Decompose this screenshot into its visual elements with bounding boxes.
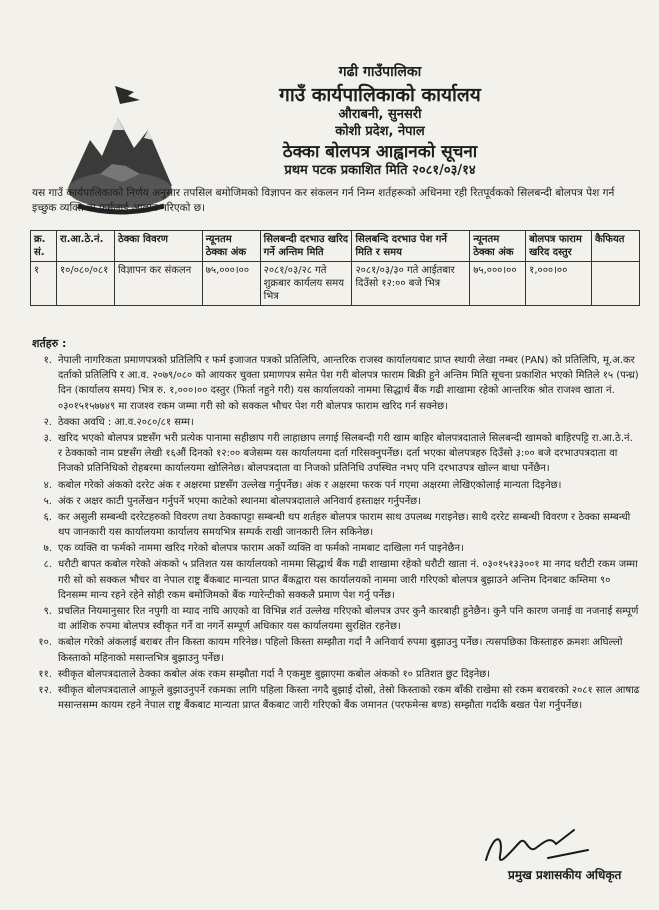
table-header-row: [31, 231, 640, 262]
term-text: कर असुली सम्बन्धी दररेटहरुको विवरण तथा ठेक्कापट्टा सम्बन्धी थप शर्तहरु बोलपत्र फाराम साथ उपलब्ध गराइनेछ। साथै दररेट सम्बन्धी विवरण र ठेक्का सम्बन्धी थप जानकारी यस कार्यालयमा कार्यालय समयभित्र सम्पर्क राखी जानकारी लिन सकिनेछ।: [58, 511, 631, 539]
term-number: ३.: [43, 432, 52, 444]
term-text: नेपाली नागरिकता प्रमाणपत्रको प्रतिलिपि र फर्म इजाजत पत्रको प्रतिलिपि, आन्तरिक राजस्व कार्यालयबाट प्राप्त स्थायी लेखा नम्बर (PAN) को प्रतिलिपि, मू.अ.कर दर्ताको प्रतिलिपि र आ.व. २०७९/०८० को आयकर चुक्ता प्रमाणपत्र समेत पेश गरी बोलपत्र फाराम बिक्री हुने अन्तिम मिति सूचना प्रकाशित भएको मितिले १५ (पन्ध्र) दिन (कार्यालय समय) भित्र रु. १,०००।०० दस्तुर (फिर्ता नहुने गरी) यस कार्यालयको नाममा सिद्धार्थ बैंक गढी शाखामा रहेको आन्तरिक श्रोत राजश्व खाता नं. ०३०१५१५७७४९ मा राजश्व रकम जम्मा गरी सो को सक्कल भौचर पेश गरी बोलपत्र फाराम खरिद गर्न सक्नेछ।: [58, 355, 639, 412]
cell-min-amount-2: ७५,०००।००: [470, 262, 526, 306]
col-header-min-amount: न्यूनतम ठेक्का अंक: [202, 231, 260, 262]
term-number: १.: [43, 355, 52, 366]
term-item: [28, 667, 640, 682]
term-number: ७.: [43, 543, 52, 555]
term-number: ११.: [38, 668, 52, 680]
cell-remarks: [591, 262, 639, 306]
term-text: कबोल गरेको अंकलाई बराबर तीन किस्ता कायम गरिनेछ। पहिलो किस्ता सम्झौता गर्दा नै अनिवार्य रुपमा बुझाउनु पर्नेछ। त्यसपछिका किस्ताहरु क्रमशः अघिल्लो किस्ताको महिनाको मसान्तभित्र बुझाउनु पर्नेछ।: [58, 637, 623, 664]
address-line-2: कोशी प्रदेश, नेपाल: [335, 123, 425, 139]
term-text: प्रचलित नियमानुसार रित नपुगी वा म्याद नाघि आएको वा विभिन्न शर्त उल्लेख गरिएको बोलपत्र उपर कुनै कारबाही हुनेछैन। कुनै पनि कारण जनाई वा नजनाई सम्पूर्ण वा आंशिक रुपमा बोलपत्र स्वीकृत गर्ने वा नगर्ने सम्पूर्ण अधिकार यस कार्यालयमा सुरक्षित रहनेछ।: [58, 606, 639, 633]
term-item: [28, 431, 640, 477]
cell-purchase-deadline: २०८१/०३/२८ गते शुक्रबार कार्यलय समय भित्र: [260, 262, 352, 306]
signatory-title: प्रमुख प्रशासकीय अधिकृत: [508, 868, 622, 882]
cell-form-fee: १,०००।००: [526, 262, 592, 306]
tender-table: [30, 230, 640, 306]
term-text: अंक र अक्षर काटी पुनर्लेखन गर्नुपर्ने भएमा काटेको स्थानमा बोलपत्रदाताले अनिवार्य हस्ताक्षर गर्नुपर्नेछ।: [58, 495, 421, 507]
term-number: ५.: [43, 495, 52, 507]
office-name: गाउँ कार्यपालिकाको कार्यालय: [279, 83, 481, 106]
col-header-purchase-deadline: सिलबन्दी दरभाउ खरिद गर्ने अन्तिम मिति: [260, 231, 352, 262]
col-header-min-amount-2: न्यूनतम ठेक्का अंक: [470, 231, 526, 262]
term-text: एक व्यक्ति वा फर्मको नाममा खरिद गरेको बोलपत्र फाराम अर्को व्यक्ति वा फर्मको नामबाट दाखिला गर्न पाइनेछैन।: [58, 543, 464, 555]
cell-sn: १: [31, 262, 57, 306]
col-header-tender-no: रा.आ.ठे.नं.: [56, 231, 114, 262]
term-number: ८.: [43, 559, 52, 571]
term-item: [28, 510, 640, 540]
term-item: [28, 604, 640, 634]
col-header-submission-deadline: सिलबन्दि दरभाउ पेश गर्ने मिति र समय: [352, 231, 470, 262]
term-text: ठेक्का अवधि : आ.व.२०८०/८१ सम्म।: [58, 416, 194, 428]
terms-heading: शर्तहरु :: [32, 337, 67, 350]
notice-title: ठेक्का बोलपत्र आह्वानको सूचना: [282, 141, 478, 162]
col-header-description: ठेक्का विवरण: [114, 231, 202, 262]
terms-list: [28, 353, 640, 714]
local-body-name: गढी गाउँपालिका: [338, 64, 422, 80]
term-number: ६.: [43, 511, 52, 523]
term-item: [28, 635, 640, 665]
intro-paragraph: यस गाउँ कार्यपालिकाको निर्णय अनुसार तपसिल बमोजिमको विज्ञापन कर संकलन गर्न निम्न शर्तहरूको अधिनमा रही रितपूर्वकको सिलबन्दी बोलपत्र पेश गर्न इच्छुक व्यक्ति वा फर्मलाई आह्वान गरिएको छ।: [32, 187, 615, 215]
term-item: [28, 683, 640, 713]
term-item: [28, 494, 640, 509]
term-item: [28, 478, 640, 493]
term-number: २.: [43, 416, 52, 428]
term-item: [28, 353, 640, 414]
publication-date: प्रथम पटक प्रकाशित मिति २०८१/०३/१४: [284, 163, 476, 178]
cell-submission-deadline: २०८१/०३/३० गते आईतबार दिउँसो १२:०० बजे भित्र: [352, 262, 470, 306]
term-item: [28, 415, 640, 430]
term-number: ९.: [43, 606, 52, 617]
table-row: [31, 262, 640, 306]
col-header-sn: क्र. सं.: [31, 231, 57, 262]
term-item: [28, 541, 640, 556]
term-number: १२.: [38, 684, 52, 696]
cell-min-amount: ७५,०००।००: [202, 262, 260, 306]
term-text: धरौटी बापत कबोल गरेको अंकको ५ प्रतिशत यस कार्यालयको नाममा सिद्धार्थ बैंक गढी शाखामा रहेको धरौटी खाता नं. ०३०१५१३३००१ मा नगद धरौटी रकम जम्मा गरी सो को सक्कल भौचर वा नेपाल राष्ट्र बैंकबाट मान्यता प्राप्त बैंकद्वारा यस कार्यालयको नाममा जारी गरिएको बोलपत्र बुझाउने अन्तिम दिनबाट कम्तिमा ९० दिनसम्म मान्य रहने रहेने सोही रकम बमोजिमको बैंक ग्यारेन्टीको सक्कलै प्रमाण पेश गर्नु पर्नेछ।: [58, 559, 638, 601]
signature-mark: [478, 822, 598, 872]
cell-tender-no: १०/०८०/०८१: [56, 262, 114, 306]
term-text: खरिद भएको बोलपत्र प्रष्टसँग भरी प्रत्येक पानामा सहीछाप गरी लाहाछाप लगाई सिलबन्दी गरी खाम बाहिर बोलपत्रदाताले सिलबन्दी खामको बाहिरपट्टि रा.आ.ठे.नं. र ठेक्काको नाम प्रष्टसँग लेखी १६औं दिनको १२:०० बजेसम्म यस कार्यालयमा दर्ता गरिसक्नुपर्नेछ। दर्ता भएका बोलपत्रहरु दिउँसो ३:०० बजे दरभाउपत्रदाता वा निजको प्रतिनिधिको रोहबरमा कार्यालयमा खोलिनेछ। बोलपत्रदाता वा निजको प्रतिनिधि उपस्थित नभए पनि दरभाउपत्र खोल्न बाधा पर्नेछैन।: [58, 432, 633, 475]
term-number: ४.: [43, 479, 52, 491]
col-header-form-fee: बोलपत्र फाराम खरिद दस्तुर: [526, 231, 592, 262]
col-header-remarks: कैफियत: [591, 231, 639, 262]
address-line-1: औराबनी, सुनसरी: [338, 107, 422, 123]
term-text: स्वीकृत बोलपत्रदाताले ठेक्का कबोल अंक रकम सम्झौता गर्दा नै एकमुष्ट बुझाएमा कबोल अंकको १० प्रतिशत छुट दिइनेछ।: [58, 668, 491, 680]
term-text: स्वीकृत बोलपत्रदाताले आफूले बुझाउनुपर्ने रकमका लागि पहिला किस्ता नगदै बुझाई दोस्रो, तेस्रो किस्ताको रकम बाँकी राखेमा सो रकम बराबरको २०८१ साल आषाढ मसान्तसम्म कायम रहने नेपाल राष्ट्र बैंकबाट मान्यता प्राप्त बैंकबाट जारी गरिएको बैंक जमानत (परफमेन्स बण्ड) सम्झौता गर्दाकै बखत पेश गर्नुपर्नेछ।: [58, 684, 640, 712]
letterhead: [170, 64, 590, 179]
term-item: [28, 557, 640, 603]
cell-description: विज्ञापन कर संकलन: [114, 262, 202, 306]
term-text: कबोल गरेको अंकको दररेट अंक र अक्षरमा प्रष्टसँग उल्लेख गर्नुपर्नेछ। अंक र अक्षरमा फरक पर्न गएमा अक्षरमा लेखिएकोलाई मान्यता दिइनेछ।: [58, 479, 562, 491]
term-number: १०.: [38, 637, 52, 649]
